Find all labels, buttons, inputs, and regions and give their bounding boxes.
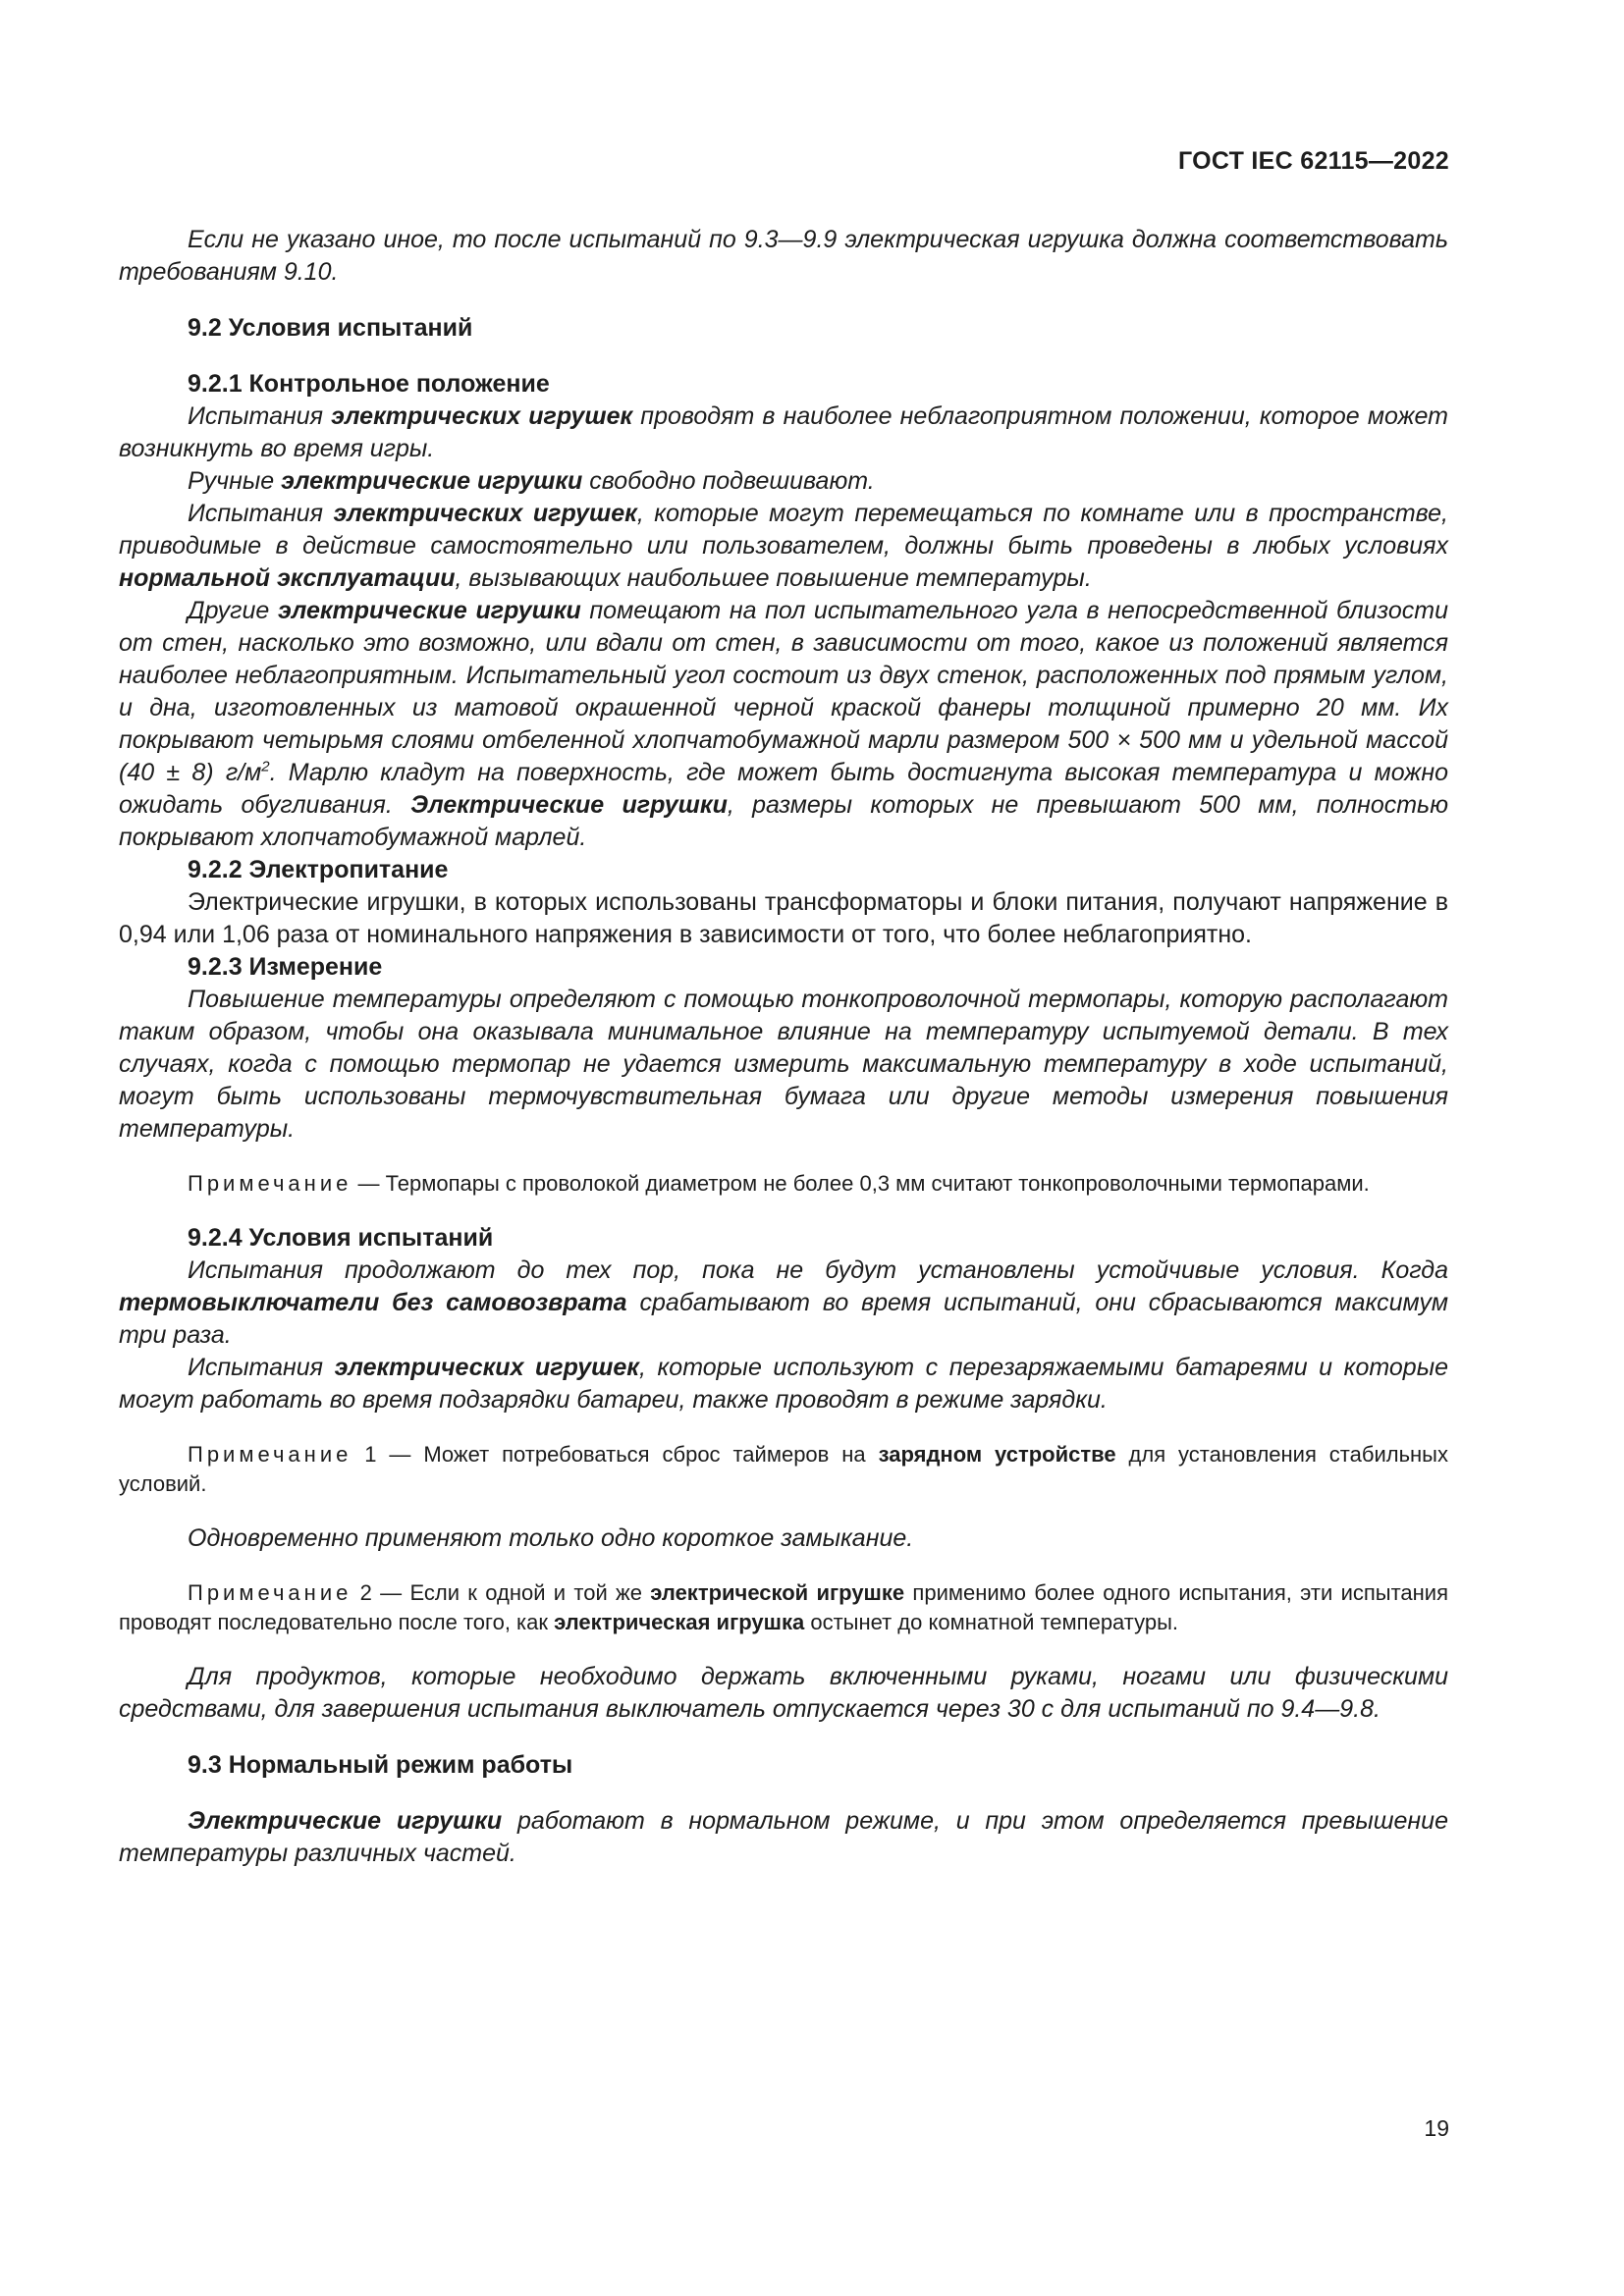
text-run: , которые могут перемещаться по комнате или в пространстве, приводимые в действие самостоятельно или пользователем, должны быть проведены в любых условиях bbox=[119, 500, 1448, 560]
text-run: Другие bbox=[188, 597, 278, 624]
text-run: 2 — Если к одной и той же bbox=[352, 1580, 651, 1605]
text-run: Испытания bbox=[188, 402, 332, 430]
term: электрических игрушек bbox=[334, 1354, 639, 1381]
text-run: остынет до комнатной температуры. bbox=[804, 1610, 1179, 1634]
text-run: проводят в наиболее неблагоприятном положении, которое может возникнуть во время игры. bbox=[119, 402, 1448, 462]
page-number: 19 bbox=[1424, 2115, 1449, 2141]
section-heading-9-2-1: 9.2.1 Контрольное положение bbox=[188, 370, 550, 398]
document-code: ГОСТ IEC 62115—2022 bbox=[1177, 147, 1449, 175]
note-label: Примечание bbox=[188, 1580, 352, 1605]
section-heading-9-2-2: 9.2.2 Электропитание bbox=[188, 856, 449, 883]
paragraph: Для продуктов, которые необходимо держать включенными руками, ногами или физическими средствами, для завершения испытания выключатель отпускается через 30 с для испытаний по 9.4—9.8. bbox=[119, 1663, 1448, 1723]
paragraph bbox=[119, 498, 1448, 595]
section-heading-9-2-4: 9.2.4 Условия испытаний bbox=[188, 1224, 494, 1252]
term: Электрические игрушки bbox=[188, 1807, 503, 1835]
paragraph: Одновременно применяют только одно короткое замыкание. bbox=[188, 1524, 914, 1552]
note bbox=[119, 1578, 1448, 1637]
text-run: 1 — Может потребоваться сброс таймеров на bbox=[352, 1442, 879, 1467]
note bbox=[119, 1440, 1448, 1499]
section-heading-9-2-3: 9.2.3 Измерение bbox=[188, 953, 383, 981]
term: электрические игрушки bbox=[281, 467, 583, 495]
paragraph: Повышение температуры определяют с помощью тонкопроволочной термопары, которую располагают таким образом, чтобы она оказывала минимальное влияние на температуру испытуемой детали. В тех случаях, когда с помощью термопар не удается измерить максимальную температуру в ходе испытаний, могут быть использованы термочувствительная бумага или другие методы измерения повышения температуры. bbox=[119, 986, 1448, 1143]
term: Электрические игрушки bbox=[410, 791, 728, 819]
text-run: применимо более одного испытания, эти испытания проводят последовательно после того, как bbox=[119, 1580, 1448, 1634]
document-body bbox=[119, 224, 1448, 1870]
paragraph bbox=[119, 595, 1448, 854]
note bbox=[119, 1169, 1448, 1199]
text-run: . Марлю кладут на поверхность, где может быть достигнута высокая температура и можно ожидать обугливания. bbox=[119, 759, 1448, 819]
text-run: — Термопары с проволокой диаметром не более 0,3 мм считают тонкопроволочными термопарами. bbox=[352, 1171, 1370, 1196]
text-run: Испытания продолжают до тех пор, пока не будут установлены устойчивые условия. Когда bbox=[188, 1256, 1448, 1284]
paragraph bbox=[119, 1255, 1448, 1352]
text-run: для установления стабильных условий. bbox=[119, 1442, 1448, 1496]
text-run: , размеры которых не превышают 500 мм, полностью покрывают хлопчатобумажной марлей. bbox=[119, 791, 1448, 851]
term: нормальной эксплуатации bbox=[119, 564, 456, 592]
section-heading-9-3: 9.3 Нормальный режим работы bbox=[188, 1751, 573, 1779]
text-run: Ручные bbox=[188, 467, 282, 495]
term: электрических игрушек bbox=[333, 500, 637, 527]
note-label: Примечание bbox=[188, 1171, 352, 1196]
term: электрических игрушек bbox=[331, 402, 633, 430]
paragraph bbox=[119, 1805, 1448, 1870]
text-run: , которые используют с перезаряжаемыми батареями и которые могут работать во время подзарядки батареи, также проводят в режиме зарядки. bbox=[119, 1354, 1448, 1414]
text-run: срабатывают во время испытаний, они сбрасываются максимум три раза. bbox=[119, 1289, 1448, 1349]
paragraph bbox=[119, 465, 1448, 498]
text-run: Испытания bbox=[188, 1354, 335, 1381]
term: электрической игрушке bbox=[650, 1580, 905, 1605]
term: электрическая игрушка bbox=[554, 1610, 805, 1634]
paragraph: Если не указано иное, то после испытаний по 9.3—9.9 электрическая игрушка должна соответствовать требованиям 9.10. bbox=[119, 226, 1448, 286]
paragraph bbox=[119, 1352, 1448, 1416]
text-run: помещают на пол испытательного угла в непосредственной близости от стен, насколько это возможно, или вдали от стен, в зависимости от того, какое из положений является наиболее неблагоприятным. Испытательный угол состоит из двух стенок, расположенных под прямым углом, и дна, изготовленных из матовой окрашенной черной краской фанеры толщиной примерно 20 мм. Их покрывают четырьмя слоями отбеленной хлопчатобумажной марли размером 500 × 500 мм и удельной массой (40 ± 8) г/м bbox=[119, 597, 1448, 786]
text-run: свободно подвешивают. bbox=[582, 467, 875, 495]
text-run: , вызывающих наибольшее повышение температуры. bbox=[455, 564, 1092, 592]
paragraph: Электрические игрушки, в которых использованы трансформаторы и блоки питания, получают напряжение в 0,94 или 1,06 раза от номинального напряжения в зависимости от того, что более неблагоприятно. bbox=[119, 888, 1448, 948]
text-run: Испытания bbox=[188, 500, 334, 527]
section-heading-9-2: 9.2 Условия испытаний bbox=[188, 314, 473, 342]
superscript: 2 bbox=[261, 758, 270, 775]
term: электрические игрушки bbox=[277, 597, 581, 624]
note-label: Примечание bbox=[188, 1442, 352, 1467]
term: зарядном устройстве bbox=[878, 1442, 1116, 1467]
term: термовыключатели без самовозврата bbox=[119, 1289, 627, 1316]
text-run: работают в нормальном режиме, и при этом определяется превышение температуры различных частей. bbox=[119, 1807, 1448, 1867]
paragraph bbox=[119, 400, 1448, 465]
